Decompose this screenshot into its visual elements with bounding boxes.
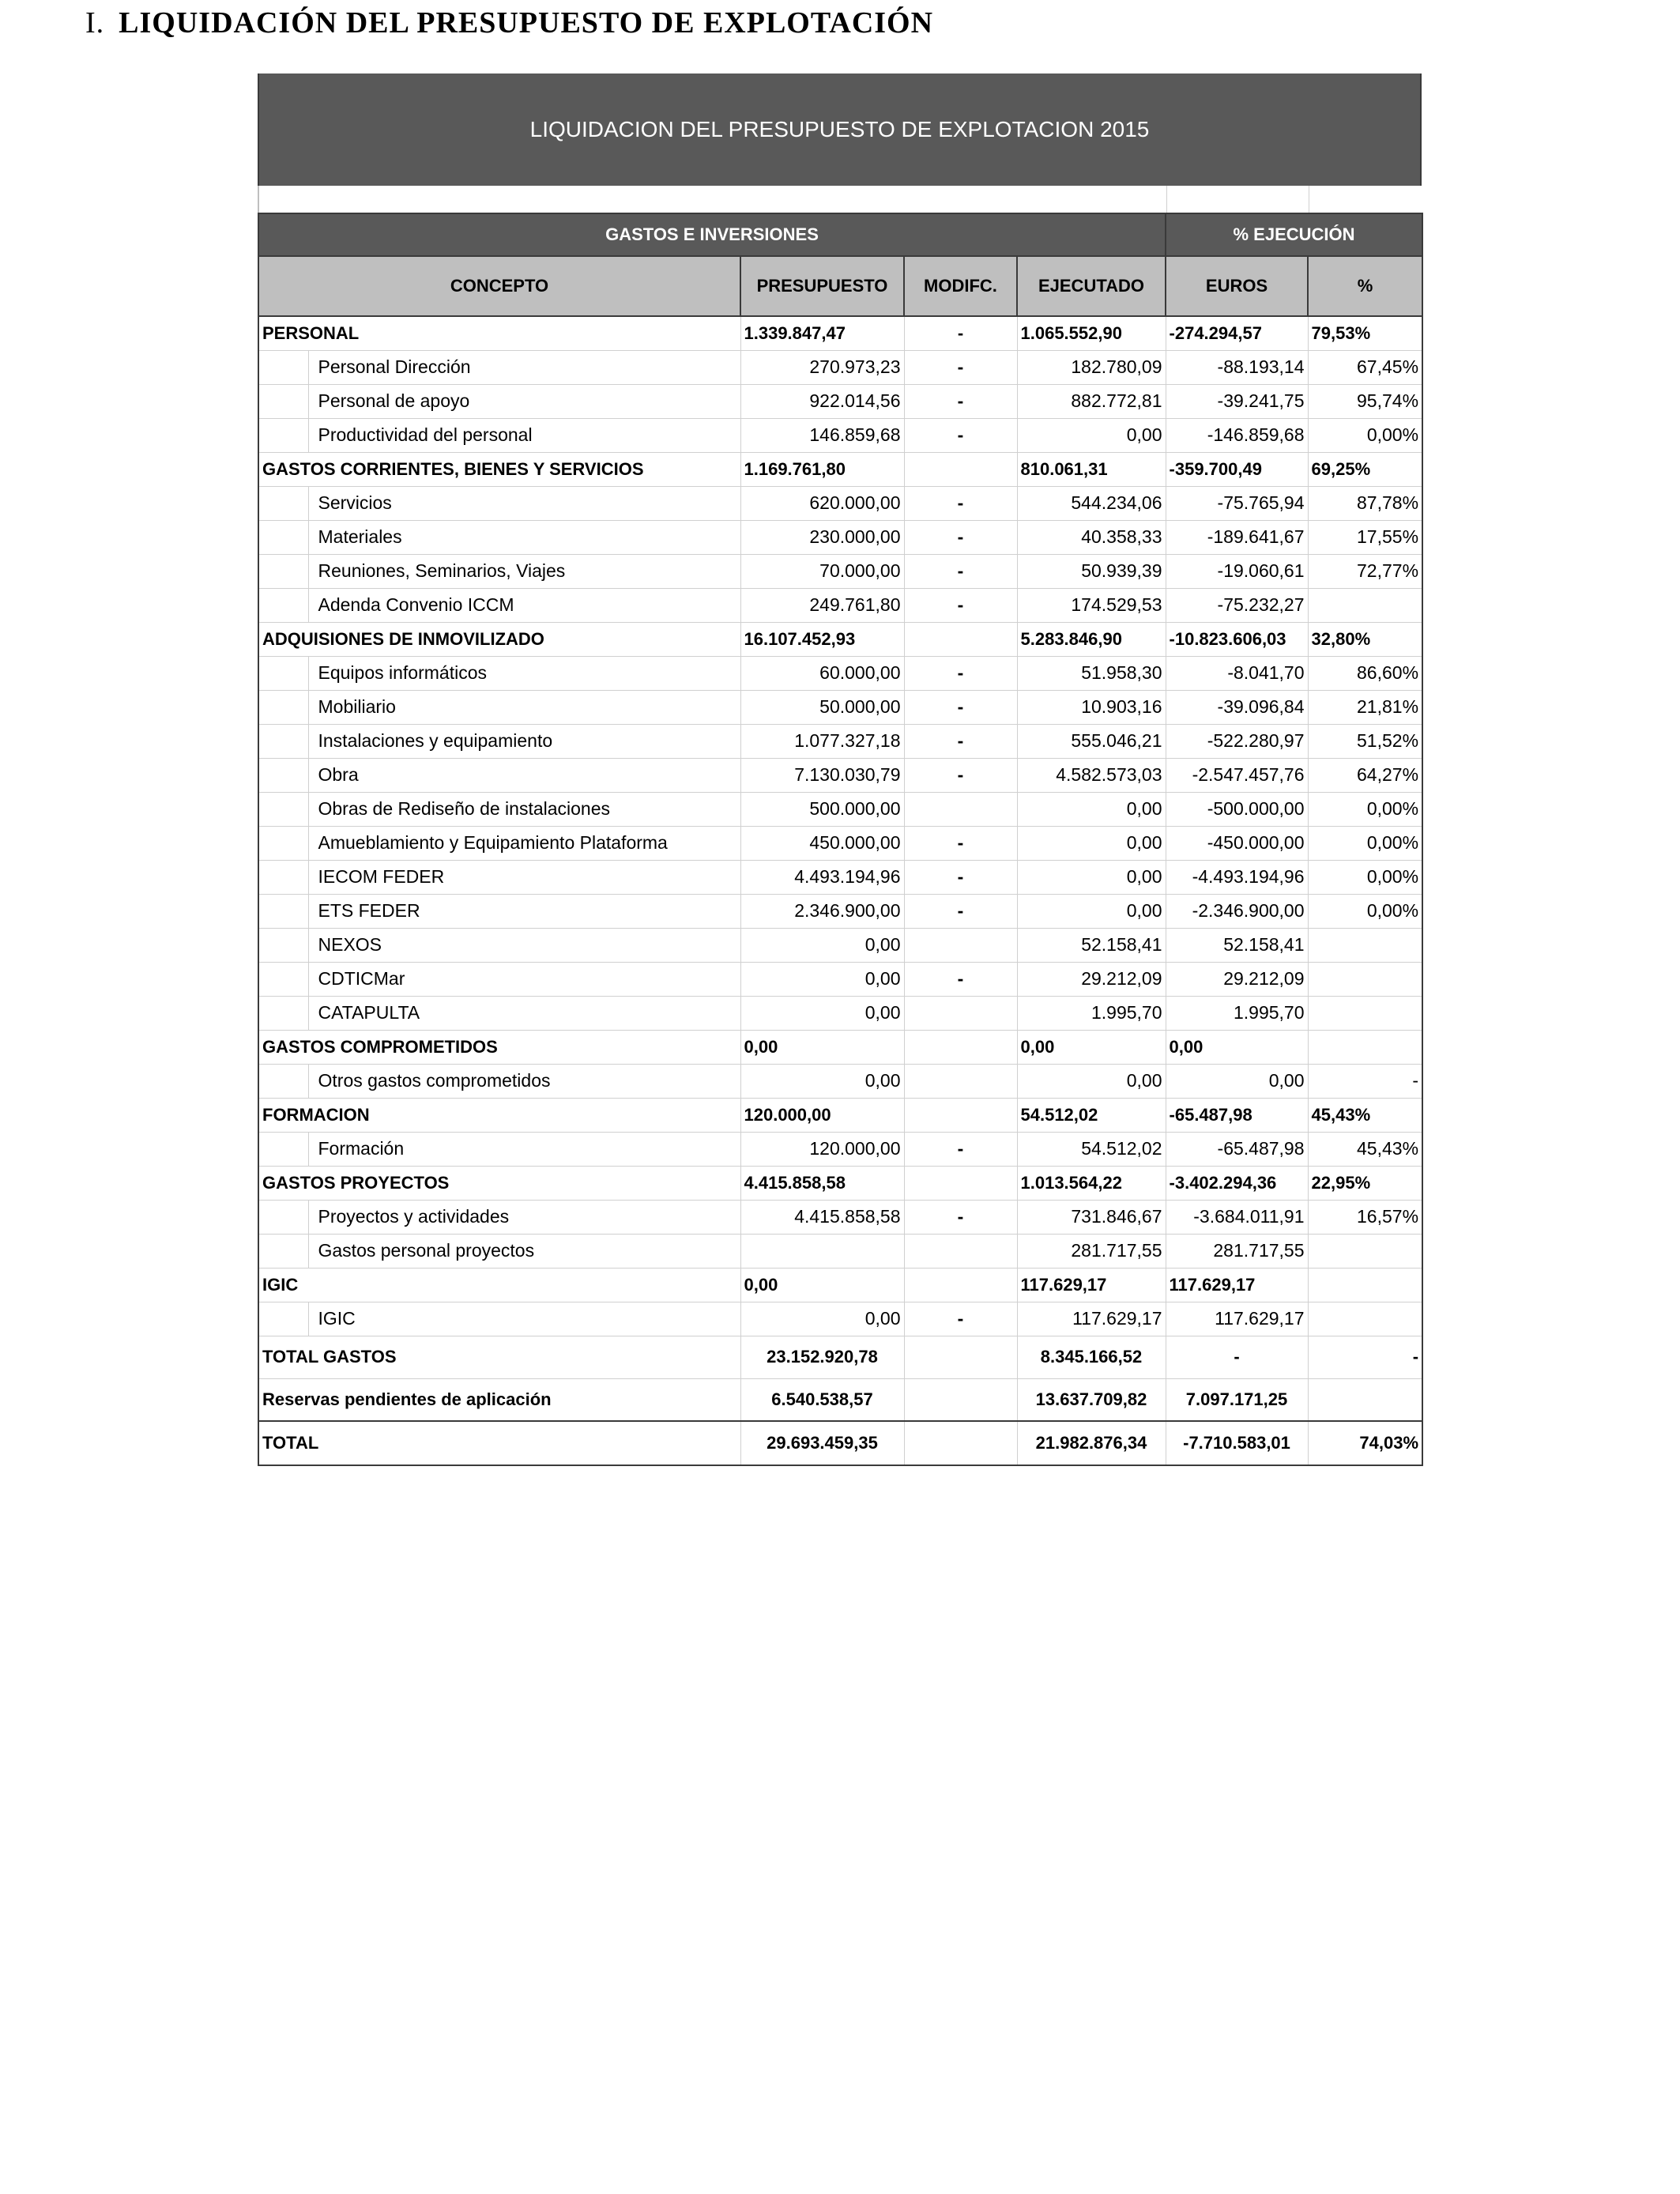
concept-label: Gastos personal proyectos [308, 1234, 740, 1268]
grand-total-label: TOTAL [258, 1421, 740, 1465]
modif-cell [904, 1378, 1017, 1421]
col-header-ejecutado: EJECUTADO [1017, 256, 1166, 316]
euros-cell: -4.493.194,96 [1166, 860, 1308, 894]
indent-cell [258, 792, 308, 826]
table-row [258, 860, 1422, 894]
totals-label: TOTAL GASTOS [258, 1336, 740, 1378]
presupuesto-cell: 4.415.858,58 [740, 1200, 904, 1234]
modif-cell [904, 622, 1017, 656]
pct-cell: 67,45% [1308, 350, 1422, 384]
category-label: GASTOS PROYECTOS [258, 1166, 740, 1200]
concept-label: IECOM FEDER [308, 860, 740, 894]
pct-cell: 0,00% [1308, 894, 1422, 928]
ejecutado-cell: 0,00 [1017, 860, 1166, 894]
euros-cell: 29.212,09 [1166, 962, 1308, 996]
modif-cell: - [904, 1200, 1017, 1234]
pct-cell [1308, 928, 1422, 962]
euros-cell: 0,00 [1166, 1064, 1308, 1098]
ejecutado-cell: 1.013.564,22 [1017, 1166, 1166, 1200]
ejecutado-cell: 555.046,21 [1017, 724, 1166, 758]
ejecutado-cell: 51.958,30 [1017, 656, 1166, 690]
modif-cell [904, 1336, 1017, 1378]
modif-cell [904, 928, 1017, 962]
indent-cell [258, 826, 308, 860]
concept-label: IGIC [308, 1302, 740, 1336]
col-header-presupuesto: PRESUPUESTO [740, 256, 904, 316]
ejecutado-cell: 10.903,16 [1017, 690, 1166, 724]
indent-cell [258, 894, 308, 928]
concept-label: Obras de Rediseño de instalaciones [308, 792, 740, 826]
ejecutado-cell: 52.158,41 [1017, 928, 1166, 962]
category-row [258, 1166, 1422, 1200]
indent-cell [258, 690, 308, 724]
table-row [258, 1234, 1422, 1268]
ejecutado-cell: 1.065.552,90 [1017, 316, 1166, 350]
euros-cell: -39.096,84 [1166, 690, 1308, 724]
presupuesto-cell: 0,00 [740, 962, 904, 996]
modif-cell: - [904, 1302, 1017, 1336]
modif-cell: - [904, 758, 1017, 792]
concept-label: Amueblamiento y Equipamiento Plataforma [308, 826, 740, 860]
presupuesto-cell: 4.415.858,58 [740, 1166, 904, 1200]
indent-cell [258, 520, 308, 554]
pct-cell [1308, 962, 1422, 996]
euros-cell: -65.487,98 [1166, 1098, 1308, 1132]
modif-cell: - [904, 520, 1017, 554]
table-row [258, 826, 1422, 860]
euros-cell: 281.717,55 [1166, 1234, 1308, 1268]
indent-cell [258, 418, 308, 452]
euros-cell: -19.060,61 [1166, 554, 1308, 588]
presupuesto-cell: 29.693.459,35 [740, 1421, 904, 1465]
presupuesto-cell: 2.346.900,00 [740, 894, 904, 928]
section-header-ejecucion: % EJECUCIÓN [1166, 213, 1422, 256]
euros-cell: -450.000,00 [1166, 826, 1308, 860]
page-heading [85, 0, 933, 46]
concept-label: CDTICMar [308, 962, 740, 996]
ejecutado-cell: 0,00 [1017, 1030, 1166, 1064]
euros-cell: -522.280,97 [1166, 724, 1308, 758]
budget-table [258, 213, 1423, 1466]
euros-cell: 1.995,70 [1166, 996, 1308, 1030]
ejecutado-cell: 54.512,02 [1017, 1132, 1166, 1166]
concept-label: Otros gastos comprometidos [308, 1064, 740, 1098]
ejecutado-cell: 8.345.166,52 [1017, 1336, 1166, 1378]
ejecutado-cell: 882.772,81 [1017, 384, 1166, 418]
indent-cell [258, 1064, 308, 1098]
presupuesto-cell: 500.000,00 [740, 792, 904, 826]
pct-cell [1308, 588, 1422, 622]
euros-cell: -65.487,98 [1166, 1132, 1308, 1166]
table-row [258, 1200, 1422, 1234]
presupuesto-cell: 120.000,00 [740, 1132, 904, 1166]
presupuesto-cell: 1.077.327,18 [740, 724, 904, 758]
indent-cell [258, 656, 308, 690]
pct-cell: 79,53% [1308, 316, 1422, 350]
table-row [258, 656, 1422, 690]
euros-cell: 117.629,17 [1166, 1302, 1308, 1336]
euros-cell: 117.629,17 [1166, 1268, 1308, 1302]
modif-cell [904, 1234, 1017, 1268]
section-header-row [258, 213, 1422, 256]
pct-cell: 64,27% [1308, 758, 1422, 792]
presupuesto-cell: 0,00 [740, 1064, 904, 1098]
col-header-euros: EUROS [1166, 256, 1308, 316]
ejecutado-cell: 0,00 [1017, 1064, 1166, 1098]
table-row [258, 554, 1422, 588]
euros-cell: -359.700,49 [1166, 452, 1308, 486]
concept-label: Mobiliario [308, 690, 740, 724]
ejecutado-cell: 0,00 [1017, 792, 1166, 826]
presupuesto-cell: 0,00 [740, 1030, 904, 1064]
modif-cell: - [904, 316, 1017, 350]
presupuesto-cell: 0,00 [740, 928, 904, 962]
presupuesto-cell: 249.761,80 [740, 588, 904, 622]
ejecutado-cell: 54.512,02 [1017, 1098, 1166, 1132]
modif-cell: - [904, 826, 1017, 860]
pct-cell [1308, 1302, 1422, 1336]
table-row [258, 1302, 1422, 1336]
pct-cell: 45,43% [1308, 1132, 1422, 1166]
pct-cell: 45,43% [1308, 1098, 1422, 1132]
pct-cell: 69,25% [1308, 452, 1422, 486]
category-row [258, 1030, 1422, 1064]
modif-cell: - [904, 860, 1017, 894]
presupuesto-cell: 146.859,68 [740, 418, 904, 452]
ejecutado-cell: 117.629,17 [1017, 1268, 1166, 1302]
pct-cell: 0,00% [1308, 826, 1422, 860]
table-row [258, 1064, 1422, 1098]
table-row [258, 894, 1422, 928]
category-label: IGIC [258, 1268, 740, 1302]
euros-cell: -274.294,57 [1166, 316, 1308, 350]
totals-label: Reservas pendientes de aplicación [258, 1378, 740, 1421]
indent-cell [258, 486, 308, 520]
table-row [258, 724, 1422, 758]
euros-cell: 0,00 [1166, 1030, 1308, 1064]
heading-number: I. [85, 6, 105, 40]
pct-cell: 87,78% [1308, 486, 1422, 520]
concept-label: Materiales [308, 520, 740, 554]
modif-cell: - [904, 1132, 1017, 1166]
ejecutado-cell: 40.358,33 [1017, 520, 1166, 554]
modif-cell: - [904, 384, 1017, 418]
modif-cell: - [904, 962, 1017, 996]
grand-total-row [258, 1421, 1422, 1465]
presupuesto-cell: 120.000,00 [740, 1098, 904, 1132]
ejecutado-cell: 544.234,06 [1017, 486, 1166, 520]
pct-cell [1308, 996, 1422, 1030]
table-row [258, 418, 1422, 452]
modif-cell: - [904, 894, 1017, 928]
table-row [258, 520, 1422, 554]
col-header-pct: % [1308, 256, 1422, 316]
ejecutado-cell: 21.982.876,34 [1017, 1421, 1166, 1465]
modif-cell [904, 1064, 1017, 1098]
presupuesto-cell: 620.000,00 [740, 486, 904, 520]
indent-cell [258, 554, 308, 588]
euros-cell: -7.710.583,01 [1166, 1421, 1308, 1465]
ejecutado-cell: 1.995,70 [1017, 996, 1166, 1030]
concept-label: Productividad del personal [308, 418, 740, 452]
pct-cell: 22,95% [1308, 1166, 1422, 1200]
ejecutado-cell: 5.283.846,90 [1017, 622, 1166, 656]
presupuesto-cell: 16.107.452,93 [740, 622, 904, 656]
col-header-concepto: CONCEPTO [258, 256, 740, 316]
euros-cell: -2.547.457,76 [1166, 758, 1308, 792]
indent-cell [258, 1302, 308, 1336]
ejecutado-cell: 4.582.573,03 [1017, 758, 1166, 792]
section-header-gastos: GASTOS E INVERSIONES [258, 213, 1166, 256]
indent-cell [258, 860, 308, 894]
indent-cell [258, 928, 308, 962]
pct-cell: 0,00% [1308, 418, 1422, 452]
presupuesto-cell: 0,00 [740, 1302, 904, 1336]
euros-cell: 7.097.171,25 [1166, 1378, 1308, 1421]
modif-cell [904, 1098, 1017, 1132]
euros-cell: 52.158,41 [1166, 928, 1308, 962]
modif-cell [904, 1030, 1017, 1064]
totals-row [258, 1378, 1422, 1421]
pct-cell: 21,81% [1308, 690, 1422, 724]
category-label: GASTOS CORRIENTES, BIENES Y SERVICIOS [258, 452, 740, 486]
spacer-row [258, 186, 1422, 213]
category-row [258, 316, 1422, 350]
pct-cell: 86,60% [1308, 656, 1422, 690]
pct-cell [1308, 1030, 1422, 1064]
pct-cell: 16,57% [1308, 1200, 1422, 1234]
modif-cell [904, 1421, 1017, 1465]
table-row [258, 384, 1422, 418]
pct-cell: 0,00% [1308, 860, 1422, 894]
category-row [258, 622, 1422, 656]
indent-cell [258, 962, 308, 996]
pct-cell [1308, 1234, 1422, 1268]
ejecutado-cell: 182.780,09 [1017, 350, 1166, 384]
euros-cell: - [1166, 1336, 1308, 1378]
indent-cell [258, 1234, 308, 1268]
ejecutado-cell: 0,00 [1017, 894, 1166, 928]
sheet-banner: LIQUIDACION DEL PRESUPUESTO DE EXPLOTACION 2015 [258, 74, 1422, 186]
presupuesto-cell [740, 1234, 904, 1268]
pct-cell [1308, 1378, 1422, 1421]
presupuesto-cell: 4.493.194,96 [740, 860, 904, 894]
ejecutado-cell: 731.846,67 [1017, 1200, 1166, 1234]
concept-label: Instalaciones y equipamiento [308, 724, 740, 758]
pct-cell: 32,80% [1308, 622, 1422, 656]
concept-label: CATAPULTA [308, 996, 740, 1030]
indent-cell [258, 384, 308, 418]
presupuesto-cell: 23.152.920,78 [740, 1336, 904, 1378]
table-row [258, 996, 1422, 1030]
presupuesto-cell: 1.169.761,80 [740, 452, 904, 486]
modif-cell: - [904, 588, 1017, 622]
table-row [258, 928, 1422, 962]
modif-cell [904, 452, 1017, 486]
totals-row [258, 1336, 1422, 1378]
table-row [258, 588, 1422, 622]
column-header-row [258, 256, 1422, 316]
indent-cell [258, 1132, 308, 1166]
euros-cell: -146.859,68 [1166, 418, 1308, 452]
presupuesto-cell: 270.973,23 [740, 350, 904, 384]
euros-cell: -88.193,14 [1166, 350, 1308, 384]
ejecutado-cell: 174.529,53 [1017, 588, 1166, 622]
modif-cell [904, 1166, 1017, 1200]
pct-cell: - [1308, 1064, 1422, 1098]
table-row [258, 486, 1422, 520]
euros-cell: -10.823.606,03 [1166, 622, 1308, 656]
indent-cell [258, 724, 308, 758]
pct-cell: 95,74% [1308, 384, 1422, 418]
concept-label: Formación [308, 1132, 740, 1166]
presupuesto-cell: 7.130.030,79 [740, 758, 904, 792]
euros-cell: -8.041,70 [1166, 656, 1308, 690]
presupuesto-cell: 450.000,00 [740, 826, 904, 860]
table-row [258, 690, 1422, 724]
pct-cell: 51,52% [1308, 724, 1422, 758]
table-row [258, 350, 1422, 384]
modif-cell: - [904, 690, 1017, 724]
presupuesto-cell: 0,00 [740, 1268, 904, 1302]
pct-cell: - [1308, 1336, 1422, 1378]
concept-label: Personal de apoyo [308, 384, 740, 418]
ejecutado-cell: 50.939,39 [1017, 554, 1166, 588]
euros-cell: -3.402.294,36 [1166, 1166, 1308, 1200]
table-row [258, 758, 1422, 792]
euros-cell: -500.000,00 [1166, 792, 1308, 826]
presupuesto-cell: 922.014,56 [740, 384, 904, 418]
pct-cell: 0,00% [1308, 792, 1422, 826]
presupuesto-cell: 60.000,00 [740, 656, 904, 690]
presupuesto-cell: 6.540.538,57 [740, 1378, 904, 1421]
ejecutado-cell: 29.212,09 [1017, 962, 1166, 996]
pct-cell: 72,77% [1308, 554, 1422, 588]
ejecutado-cell: 117.629,17 [1017, 1302, 1166, 1336]
euros-cell: -2.346.900,00 [1166, 894, 1308, 928]
category-label: GASTOS COMPROMETIDOS [258, 1030, 740, 1064]
budget-sheet [258, 74, 1422, 1466]
category-label: FORMACION [258, 1098, 740, 1132]
indent-cell [258, 1200, 308, 1234]
euros-cell: -75.232,27 [1166, 588, 1308, 622]
ejecutado-cell: 0,00 [1017, 418, 1166, 452]
modif-cell [904, 792, 1017, 826]
indent-cell [258, 996, 308, 1030]
presupuesto-cell: 230.000,00 [740, 520, 904, 554]
presupuesto-cell: 1.339.847,47 [740, 316, 904, 350]
modif-cell [904, 996, 1017, 1030]
concept-label: Obra [308, 758, 740, 792]
modif-cell: - [904, 418, 1017, 452]
presupuesto-cell: 70.000,00 [740, 554, 904, 588]
modif-cell: - [904, 554, 1017, 588]
indent-cell [258, 350, 308, 384]
euros-cell: -3.684.011,91 [1166, 1200, 1308, 1234]
table-row [258, 1132, 1422, 1166]
category-label: PERSONAL [258, 316, 740, 350]
concept-label: Proyectos y actividades [308, 1200, 740, 1234]
heading-text: LIQUIDACIÓN DEL PRESUPUESTO DE EXPLOTACIÓN [119, 6, 934, 40]
concept-label: Adenda Convenio ICCM [308, 588, 740, 622]
indent-cell [258, 588, 308, 622]
table-row [258, 962, 1422, 996]
modif-cell [904, 1268, 1017, 1302]
category-row [258, 1098, 1422, 1132]
ejecutado-cell: 0,00 [1017, 826, 1166, 860]
pct-cell: 17,55% [1308, 520, 1422, 554]
modif-cell: - [904, 724, 1017, 758]
concept-label: Personal Dirección [308, 350, 740, 384]
modif-cell: - [904, 486, 1017, 520]
concept-label: ETS FEDER [308, 894, 740, 928]
table-row [258, 792, 1422, 826]
presupuesto-cell: 50.000,00 [740, 690, 904, 724]
indent-cell [258, 758, 308, 792]
euros-cell: -39.241,75 [1166, 384, 1308, 418]
concept-label: Equipos informáticos [308, 656, 740, 690]
ejecutado-cell: 810.061,31 [1017, 452, 1166, 486]
presupuesto-cell: 0,00 [740, 996, 904, 1030]
col-header-modif: MODIFC. [904, 256, 1017, 316]
euros-cell: -189.641,67 [1166, 520, 1308, 554]
category-row [258, 1268, 1422, 1302]
concept-label: Reuniones, Seminarios, Viajes [308, 554, 740, 588]
concept-label: Servicios [308, 486, 740, 520]
pct-cell: 74,03% [1308, 1421, 1422, 1465]
euros-cell: -75.765,94 [1166, 486, 1308, 520]
modif-cell: - [904, 656, 1017, 690]
category-row [258, 452, 1422, 486]
category-label: ADQUISIONES DE INMOVILIZADO [258, 622, 740, 656]
pct-cell [1308, 1268, 1422, 1302]
ejecutado-cell: 13.637.709,82 [1017, 1378, 1166, 1421]
modif-cell: - [904, 350, 1017, 384]
ejecutado-cell: 281.717,55 [1017, 1234, 1166, 1268]
concept-label: NEXOS [308, 928, 740, 962]
